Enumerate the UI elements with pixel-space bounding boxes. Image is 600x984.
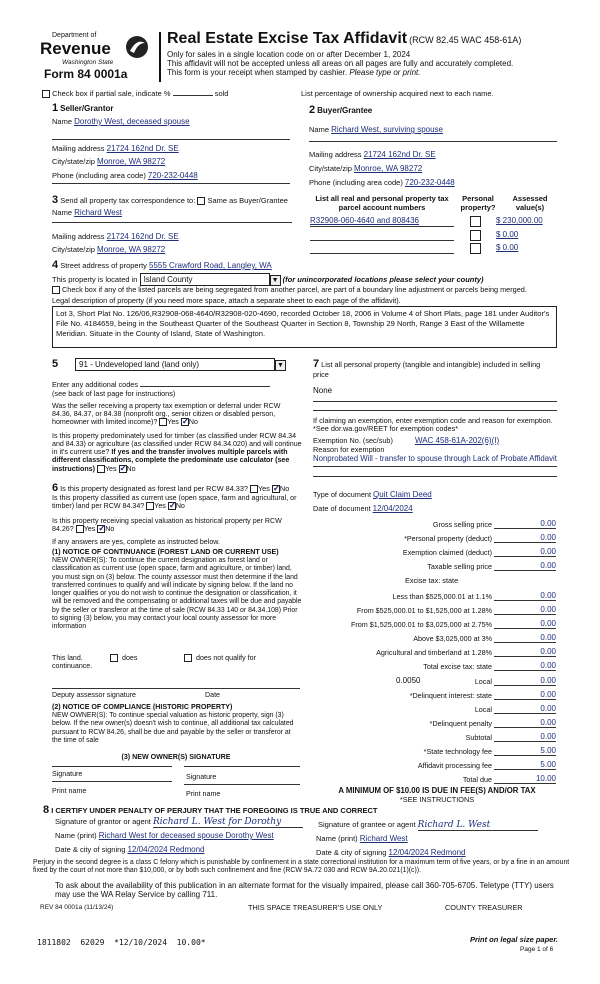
tax-delinq-local	[298, 704, 556, 714]
land-use-value: 91 - Undeveloped land (land only)	[79, 360, 200, 369]
tax-affidavit-fee-value[interactable]: 5.00	[494, 760, 556, 770]
tax-delinq-local-value[interactable]: 0.00	[494, 704, 556, 714]
notice1-body: NEW OWNER(S): To continue the current designation as forest land or classification as current use (open space, farm and agriculture, or timber) land, you must sign on (3) below. The county assessor must then determine if the land transferred continues to qualify and will indicate by signing below. If the land no longer qualifies or you do not wish to continue the designation or classification, it will be removed and the compensating or additional taxes will be due and payable by the seller or transferor at the time of sale (RCW 84.33 140 or 84.34.108) Prior to signing (3) below, you may contact your local county assessor for more information	[52, 557, 302, 631]
additional-codes-label: Enter any additional codes	[52, 380, 138, 389]
parcels-col2-header: Personal property?	[460, 194, 496, 212]
tax-tier4-label: Above $3,025,000 at 3%	[413, 633, 492, 643]
tax-exemption	[298, 547, 556, 557]
buyer-heading-text: Buyer/Grantee	[317, 106, 373, 115]
personal-property-checkbox[interactable]	[470, 230, 481, 241]
s5-q1-no-checkbox[interactable]	[181, 418, 189, 426]
s5-q2	[52, 432, 302, 473]
buyer-name-row	[309, 125, 443, 135]
correspondence-blank-line	[52, 222, 292, 223]
s6-q3	[52, 517, 302, 533]
tax-exemption-label: Exemption claimed (deduct)	[402, 547, 492, 557]
does-label: does	[122, 654, 138, 662]
s5-q2-no-checkbox[interactable]	[119, 465, 127, 473]
does-not-qualify-checkbox[interactable]	[184, 654, 192, 662]
seller-address-row	[52, 144, 179, 154]
tax-gross-label: Gross selling price	[432, 519, 492, 529]
parcel-number[interactable]: R32908-060-4640 and 808436	[310, 216, 419, 225]
buyer-phone-value[interactable]: 720-232-0448	[404, 178, 455, 187]
correspondence-name-label: Name	[52, 208, 73, 217]
parcels-col1-header: List all real and personal property tax parcel account numbers	[315, 194, 449, 212]
parcel-row-line	[310, 253, 454, 254]
grantee-date-row	[316, 848, 466, 858]
exemption-text: If claiming an exemption, enter exemption code and reason for exemption. *See dor.wa.gov/REET for exemption codes*	[313, 416, 553, 434]
s6-q1-yes-checkbox[interactable]	[250, 485, 258, 493]
s5-q1-no-label: No	[188, 418, 198, 427]
partial-sale-checkbox[interactable]	[42, 90, 50, 98]
s6-q1-no-label: No	[279, 484, 290, 493]
dept-line: Department of	[52, 32, 97, 39]
tax-delinq-state	[298, 690, 556, 700]
seller-address-label: Mailing address	[52, 144, 105, 153]
tax-tier1-label: Less than $525,000.01 at 1.1%	[392, 591, 492, 601]
tax-total-state-label: Total excise tax: state	[423, 661, 492, 671]
buyer-phone-label: Phone (including area code)	[309, 178, 403, 187]
continuance-text: continuance.	[52, 662, 93, 671]
county-select-value: Island County	[143, 275, 193, 284]
grantor-name-row	[55, 831, 274, 841]
s6-q2-text: Is this property classified as current use (open space, farm and agricultural, or timber) land per RCW 84.34?	[52, 494, 297, 511]
tax-taxable	[298, 561, 556, 571]
s6-q1-no-checkbox[interactable]	[272, 485, 280, 493]
certify-text: I CERTIFY UNDER PENALTY OF PERJURY THAT THE FOREGOING IS TRUE AND CORRECT	[51, 806, 378, 815]
tax-local-value[interactable]: 0.00	[494, 676, 556, 686]
s6-q1-text: Is this property designated as forest land per RCW 84.33?	[60, 484, 248, 493]
tax-subtotal-value[interactable]: 0.00	[494, 732, 556, 742]
reason-value[interactable]: Nonprobated Will - transfer to spouse through Lack of Probate Affidavit	[313, 454, 557, 463]
doc-type-value[interactable]: Quit Claim Deed	[373, 490, 432, 499]
excise-state-label: Excise tax: state	[405, 576, 459, 585]
partial-sold: sold	[214, 89, 229, 98]
grantor-date-row	[55, 845, 205, 855]
header-line-1: Only for sales in a single location code on or after December 1, 2024	[167, 50, 411, 59]
tax-tier3-label: From $1,525,000.01 to $3,025,000 at 2.75%	[350, 619, 492, 629]
street-address-value[interactable]: 5555 Crawford Road, Langley, WA	[149, 261, 272, 270]
seller-name-value[interactable]: Dorothy West, deceased spouse	[74, 117, 190, 126]
s5-q1	[52, 402, 302, 426]
perjury-note	[33, 859, 579, 874]
s5-q1-text: Was the seller receiving a property tax exemption or deferral under RCW 84.36, 84.37, or 84.38 (nonprofit org., senior citizen or disabled person, homeowner with limited income)?	[52, 402, 281, 427]
parcel-row-line	[310, 226, 454, 227]
tax-tier3	[298, 619, 556, 629]
s6-q1-yes-label: Yes	[257, 484, 270, 493]
doc-date-label: Date of document	[313, 504, 371, 513]
header-line-3-text: This form is your receipt when stamped by cashier.	[167, 68, 348, 78]
buyer-phone-row	[309, 178, 455, 188]
seller-name-label: Name	[52, 117, 73, 126]
segregated-row	[52, 286, 527, 294]
exemption-no-value[interactable]: WAC 458-61A-202(6)(I)	[414, 436, 500, 445]
street-address-row	[52, 259, 272, 272]
s5-q2-yes-label: Yes	[104, 464, 117, 473]
tax-delinq-penalty	[298, 718, 556, 728]
s6-if-yes: If any answers are yes, complete as instructed below.	[52, 538, 220, 546]
seller-city-value[interactable]: Monroe, WA 98272	[97, 157, 166, 166]
s5-q2-yes-checkbox[interactable]	[97, 465, 105, 473]
notice2-title: (2) NOTICE OF COMPLIANCE (HISTORIC PROPERTY)	[52, 703, 233, 711]
section5-num: 5	[52, 358, 59, 370]
correspondence-city-row	[52, 245, 165, 255]
new-owner-sig-line-2	[184, 766, 300, 767]
tax-delinq-state-value[interactable]: 0.00	[494, 690, 556, 700]
buyer-blank-line	[309, 141, 557, 142]
section4-num: 4	[52, 259, 59, 271]
tax-tier4	[298, 633, 556, 643]
tax-tech-fee-value[interactable]: 5.00	[494, 746, 556, 756]
buyer-address-label: Mailing address	[309, 150, 362, 159]
exemption-no-row	[313, 436, 499, 445]
tax-agri-value[interactable]: 0.00	[494, 647, 556, 657]
grantee-name-row	[316, 834, 510, 844]
correspondence-address-row	[52, 232, 179, 242]
section8-num: 8	[43, 804, 50, 816]
tax-tech-fee	[298, 746, 556, 756]
seller-blank-line	[52, 139, 290, 140]
correspondence-row	[52, 194, 288, 207]
parcel-row-line	[310, 240, 454, 241]
grantor-signature[interactable]: Richard L. West for Dorothy	[153, 817, 303, 828]
form-title	[167, 30, 521, 48]
chevron-down-icon[interactable]: ▼	[275, 360, 286, 371]
buyer-address-value[interactable]: 21724 162nd Dr. SE	[363, 150, 436, 159]
seller-heading-num: 1	[52, 102, 59, 114]
buyer-name-label: Name	[309, 125, 330, 134]
tax-total-state-value[interactable]: 0.00	[494, 661, 556, 671]
chevron-down-icon[interactable]: ▼	[270, 275, 281, 286]
perjury-text: Perjury in the second degree is a class C felony which is punishable by confinement in a state correctional institution for a maximum term of five years, or by a fine in an amount fixed by the court of not more than $10,000, or by both such confinement and fine (RCW 9A.72 030 and RCW 9A.20.021(1)(c)).	[33, 859, 570, 874]
partial-sale-row	[42, 90, 228, 99]
legal-label: Legal description of property (if you need more space, attach a separate sheet to each page of the affidavit).	[52, 296, 401, 305]
seller-city-row	[52, 157, 165, 167]
tax-delinq-state-label: *Delinquent interest: state	[409, 690, 492, 700]
seller-heading-text: Seller/Grantor	[60, 104, 114, 113]
tax-personal-value[interactable]: 0.00	[494, 533, 556, 543]
header-lines	[167, 50, 513, 78]
s6-q1	[52, 482, 302, 495]
s6-q3-text: Is this property receiving special valuation as historical property per RCW 84.26?	[52, 517, 282, 534]
legal-description-text: Lot 3, Short Plat No. 126/06,R32908-068-4640/R32908-020-4690, recorded October 18, 2006 in Volume 4 of Short Plats, page 181 under Auditor's File No. 4184659, being in the Southeast Quarter of the Southeast Quarter in Section 8, Township 29 North, Range 3 East of the Willamette Meridian. Situate in the County of Island, State of Washington.	[56, 309, 550, 338]
tax-local-label: Local	[474, 676, 492, 686]
seller-bottom-line	[52, 183, 290, 184]
exemption-no-label: Exemption No. (sec/sub)	[313, 436, 393, 445]
this-land-label	[52, 654, 92, 670]
tax-total-due-label: Total due	[462, 774, 492, 784]
seller-name-row	[52, 117, 290, 127]
tax-agri	[298, 647, 556, 657]
section7-num: 7	[313, 358, 320, 370]
header-divider	[159, 32, 161, 82]
state-line: Washington State	[62, 59, 114, 66]
header-line-3-em: Please type or print.	[349, 68, 421, 78]
seller-phone-row	[52, 171, 198, 181]
new-owner-sig-label-1: Signature	[52, 770, 83, 778]
tax-tech-fee-label: *State technology fee	[423, 746, 492, 756]
buyer-city-row	[309, 164, 422, 174]
minimum-due-note: A MINIMUM OF $10.00 IS DUE IN FEE(S) AND/OR TAX	[338, 786, 536, 795]
same-as-buyer-label: Same as Buyer/Grantee	[207, 196, 288, 205]
tax-tier2-value[interactable]: 0.00	[494, 605, 556, 615]
s5-q1-yes-checkbox[interactable]	[159, 418, 167, 426]
tax-tier2	[298, 605, 556, 615]
section6-num: 6	[52, 482, 59, 494]
grantor-date-value[interactable]: 12/04/2024 Redmond	[127, 845, 205, 854]
tax-total-due	[298, 774, 556, 784]
doc-date-value[interactable]: 12/04/2024	[372, 504, 413, 513]
personal-property-checkbox[interactable]	[470, 216, 481, 227]
seller-address-value[interactable]: 21724 162nd Dr. SE	[106, 144, 179, 153]
local-rate[interactable]: 0.0050	[396, 676, 421, 685]
reason-line-2	[313, 476, 557, 477]
assessed-value[interactable]: $ 230,000.00	[496, 216, 543, 225]
buyer-city-label: City/state/zip	[309, 164, 352, 173]
partial-sale-text: Check box if partial sale, indicate %	[52, 89, 171, 98]
tax-exemption-value[interactable]: 0.00	[494, 547, 556, 557]
street-address-label: Street address of property	[60, 261, 147, 270]
tax-total-state	[298, 661, 556, 671]
tax-tier2-label: From $525,000.01 to $1,525,000 at 1.28%	[356, 605, 492, 615]
tax-affidavit-fee-label: Affidavit processing fee	[417, 760, 492, 770]
county-label: This property is located in	[52, 275, 138, 284]
grantee-signature[interactable]: Richard L. West	[418, 820, 538, 831]
correspondence-city-label: City/state/zip	[52, 245, 95, 254]
buyer-heading-num: 2	[309, 104, 316, 116]
s6-q2	[52, 494, 302, 510]
grantor-sig-row	[55, 817, 303, 828]
seller-city-label: City/state/zip	[52, 157, 95, 166]
this-land-text: This land.	[52, 654, 83, 662]
land-use-select-box[interactable]	[75, 358, 275, 371]
treasurer-space: THIS SPACE TREASURER'S USE ONLY	[248, 903, 383, 912]
correspondence-text: Send all property tax correspondence to:	[60, 196, 196, 205]
parcels-col3-header: Assessed value(s)	[512, 194, 548, 212]
land-use-select[interactable]	[75, 358, 286, 371]
s5-q1-yes-label: Yes	[167, 418, 179, 427]
grantor-name-value[interactable]: Richard West for deceased spouse Dorothy West	[98, 831, 274, 840]
header-line-2: This affidavit will not be accepted unless all areas on all pages are fully and accurately completed.	[167, 59, 514, 69]
tax-taxable-label: Taxable selling price	[427, 561, 492, 571]
does-not-label: does not qualify for	[196, 654, 256, 662]
cashier-stamp: 1811802 62029 *12/10/2024 10.00*	[37, 938, 206, 947]
tax-local	[298, 676, 556, 686]
dor-swoosh-icon	[124, 34, 150, 60]
doc-date-row	[313, 504, 533, 513]
s6-q3-yes-checkbox[interactable]	[76, 525, 84, 533]
correspondence-name-value[interactable]: Richard West	[74, 208, 122, 217]
correspondence-city-value[interactable]: Monroe, WA 98272	[97, 245, 166, 254]
tax-delinq-penalty-value[interactable]: 0.00	[494, 718, 556, 728]
notice2-body: NEW OWNER(S): To continue special valuation as historic property, sign (3) below. If the new owner(s) doesn't wish to continue, all additional tax calculated pursuant to RCW 84.26, shall be due and payable by the seller or transferor at the time of sale	[52, 712, 294, 744]
tax-affidavit-fee	[298, 760, 556, 770]
section7-text-row	[313, 358, 558, 379]
new-owner-print-label-2: Print name	[186, 790, 221, 798]
form-title-text: Real Estate Excise Tax Affidavit	[167, 30, 408, 47]
correspondence-address-label: Mailing address	[52, 232, 105, 241]
correspondence-num: 3	[52, 194, 59, 206]
rev-number: REV 84 0001a (11/13/24)	[40, 904, 114, 911]
s6-q2-no-label: No	[175, 502, 185, 511]
tax-gross-value[interactable]: 0.00	[494, 519, 556, 529]
page-number: Page 1 of 6	[520, 946, 554, 953]
tax-subtotal	[298, 732, 556, 742]
header-line-3	[167, 68, 513, 77]
buyer-name-value[interactable]: Richard West, surviving spouse	[331, 125, 444, 134]
s6-q2-yes-label: Yes	[154, 502, 166, 511]
tax-tier3-value[interactable]: 0.00	[494, 619, 556, 629]
county-treasurer: COUNTY TREASURER	[445, 903, 523, 912]
grantee-sig-label: Signature of grantee or agent	[318, 820, 416, 829]
same-as-buyer-checkbox[interactable]	[197, 197, 205, 205]
personal-property-checkbox[interactable]	[470, 243, 481, 254]
tax-delinq-penalty-label: *Delinquent penalty	[429, 718, 492, 728]
seller-heading	[52, 102, 113, 115]
buyer-address-row	[309, 150, 436, 160]
new-owner-sig-line-1	[52, 766, 172, 767]
grantor-name-label: Name (print)	[55, 831, 97, 840]
grantee-date-label: Date & city of signing	[316, 848, 387, 857]
tax-gross	[298, 519, 556, 529]
seller-phone-label: Phone (including area code)	[52, 171, 146, 180]
partial-percent-field[interactable]	[173, 95, 213, 96]
reason-label: Reason for exemption	[313, 445, 385, 454]
legal-description-box[interactable]	[52, 306, 557, 348]
unincorporated-note: (for unincorporated locations please select your county)	[282, 275, 484, 284]
legal-size-note: Print on legal size paper.	[470, 935, 558, 944]
doc-type-row	[313, 490, 533, 499]
grantor-sig-label: Signature of grantor or agent	[55, 817, 151, 826]
form-number: Form 84 0001a	[44, 67, 128, 81]
tax-agri-label: Agricultural and timberland at 1.28%	[376, 647, 492, 657]
grantee-date-value[interactable]: 12/04/2024 Redmond	[388, 848, 466, 857]
s6-q3-no-checkbox[interactable]	[97, 525, 105, 533]
buyer-heading	[309, 104, 372, 117]
dor-logo	[40, 30, 152, 82]
new-owner-print-label-1: Print name	[52, 787, 87, 795]
s5-q2-bold-text: If yes and the transfer involves multiple parcels with different classifications, complete the predominate use calculator (see instructions)	[52, 448, 290, 473]
notice1-title: (1) NOTICE OF CONTINUANCE (FOREST LAND OR CURRENT USE)	[52, 548, 279, 556]
form-citation: (RCW 82.45 WAC 458-61A)	[409, 35, 522, 45]
new-owner-sig-label-2: Signature	[186, 773, 217, 781]
grantee-name-value[interactable]: Richard West	[359, 834, 408, 843]
tax-personal	[298, 533, 556, 543]
tax-tier4-value[interactable]: 0.00	[494, 633, 556, 643]
section7-text: List all personal property (tangible and intangible) included in selling price	[313, 360, 541, 379]
s5-q2-no-label: No	[126, 464, 136, 473]
new-owner-print-line-1	[52, 781, 172, 782]
new-owner-print-line-2	[184, 784, 300, 785]
tax-total-due-value[interactable]: 10.00	[494, 774, 556, 784]
reason-line	[313, 466, 557, 467]
additional-codes-field[interactable]	[140, 386, 270, 387]
tax-tier1-value[interactable]: 0.00	[494, 591, 556, 601]
tax-personal-label: *Personal property (deduct)	[404, 533, 492, 543]
grantor-date-label: Date & city of signing	[55, 845, 126, 854]
seller-phone-value[interactable]: 720-232-0448	[147, 171, 198, 180]
deputy-date-label: Date	[205, 691, 220, 699]
s6-q2-no-checkbox[interactable]	[168, 502, 176, 510]
deputy-sig-label: Deputy assessor signature	[52, 691, 136, 699]
segregated-checkbox[interactable]	[52, 286, 60, 294]
correspondence-name-row	[52, 208, 122, 218]
assessed-value[interactable]: $ 0.00	[496, 230, 519, 239]
s6-q3-no-label: No	[105, 525, 115, 534]
buyer-city-value[interactable]: Monroe, WA 98272	[354, 164, 423, 173]
s6-q2-yes-checkbox[interactable]	[146, 502, 154, 510]
see-back-note: (see back of last page for instructions)	[52, 389, 176, 398]
doc-type-label: Type of document	[313, 490, 372, 499]
list-pct-note: List percentage of ownership acquired next to each name.	[301, 89, 494, 98]
personal-property-value[interactable]: None	[313, 386, 333, 395]
correspondence-address-value[interactable]: 21724 162nd Dr. SE	[106, 232, 179, 241]
tax-delinq-local-label: Local	[474, 704, 492, 714]
does-qualify-checkbox[interactable]	[110, 654, 118, 662]
grantee-name-label: Name (print)	[316, 834, 358, 843]
deputy-sig-line	[52, 688, 300, 689]
grantee-sig-row	[318, 820, 538, 831]
segregated-text: Check box if any of the listed parcels are being segregated from another parcel, are part of a boundary line adjustment or parcels being merged.	[62, 285, 527, 294]
tax-subtotal-label: Subtotal	[465, 732, 492, 742]
s5-q2-text: Is this property predominately used for timber (as classified under RCW 84.34 and 84.33) or agriculture (as classified under RCW 84.34.020) and will continue in it's current use?	[52, 432, 302, 457]
personal-property-line-2	[313, 410, 557, 411]
certify-row	[43, 804, 378, 817]
tax-tier1	[298, 591, 556, 601]
alt-format-note: To ask about the availability of this publication in an alternate format for the visually impaired, please call 360-705-6705. Teletype (TTY) users may use the WA Relay Service by calling 711.	[55, 881, 554, 899]
tax-taxable-value[interactable]: 0.00	[494, 561, 556, 571]
see-instructions-note: *SEE INSTRUCTIONS	[399, 795, 475, 804]
revenue-word: Revenue	[40, 39, 111, 58]
s6-q3-yes-label: Yes	[83, 525, 96, 534]
personal-property-line-1	[313, 401, 557, 402]
assessed-value[interactable]: $ 0.00	[496, 243, 519, 252]
new-owner-signature-title: (3) NEW OWNER(S) SIGNATURE	[121, 753, 231, 761]
